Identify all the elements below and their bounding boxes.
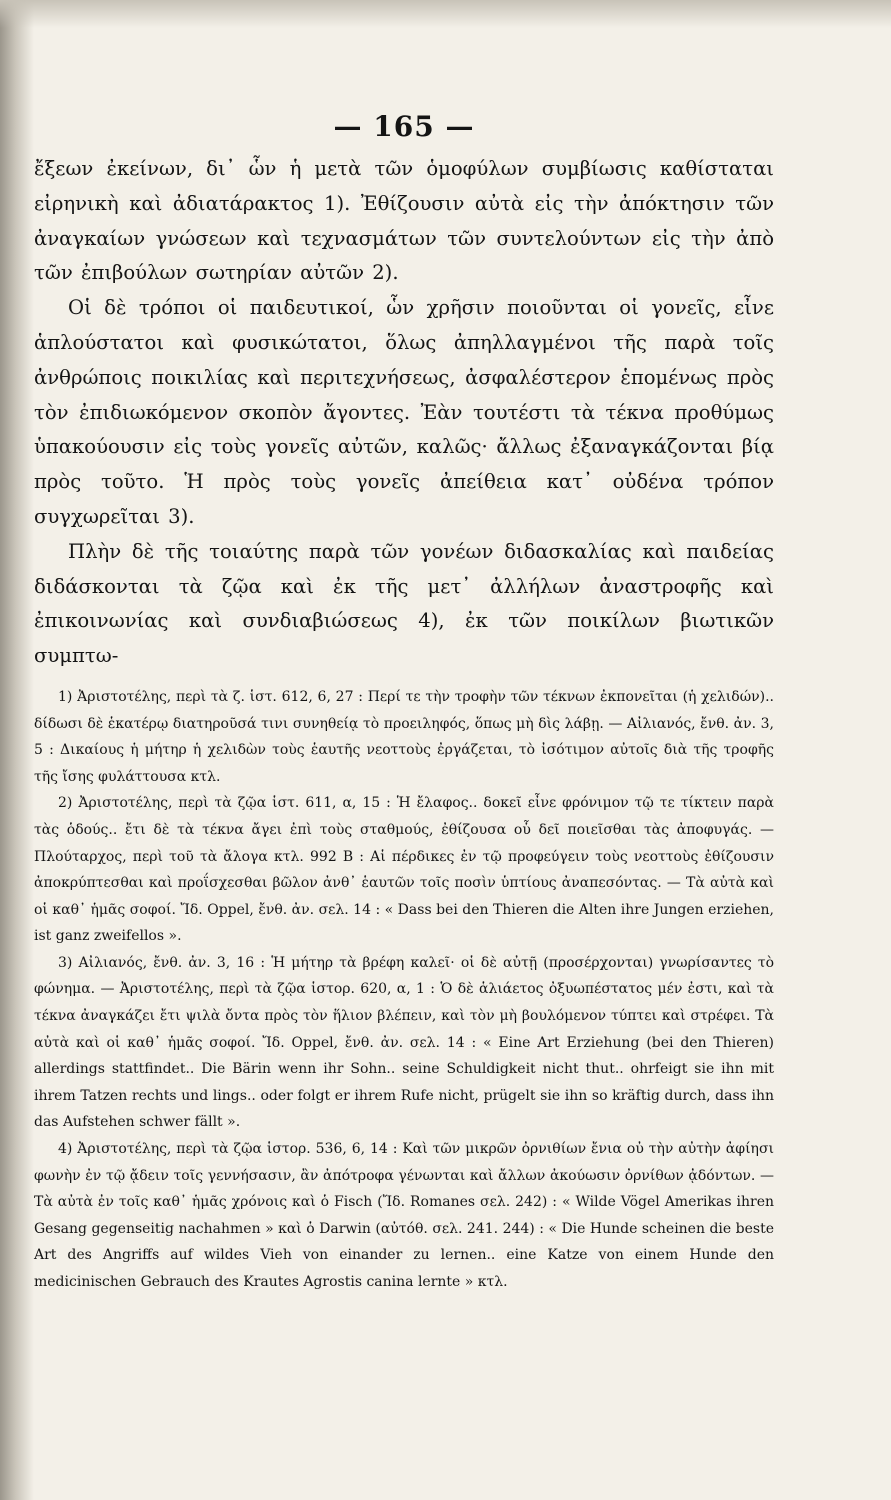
body-paragraph-2: Οἱ δὲ τρόποι οἱ παιδευτικοί, ὧν χρῆσιν ποιοῦνται οἱ γονεῖς, εἶνε ἁπλούστατοι καὶ φυσικώτατοι, ὅλως ἀπηλλαγμένοι τῆς παρὰ τοῖς ἀνθρώποις ποικιλίας καὶ περιτεχνήσεως, ἀσφαλέστερον ἑπομένως πρὸς τὸν ἐπιδιωκόμενον σκοπὸν ἄγοντες. Ἐὰν τουτέστι τὰ τέκνα προθύμως ὑπακούουσιν εἰς τοὺς γονεῖς αὐτῶν, καλῶς· ἄλλως ἐξαναγκάζονται βίᾳ πρὸς τοῦτο. Ἡ πρὸς τοὺς γονεῖς ἀπείθεια κατ᾽ οὐδένα τρόπον συγχωρεῖται 3). bbox=[34, 296, 774, 528]
footnote-3: 3) Αἰλιανός, ἔνθ. ἀν. 3, 16 : Ἡ μήτηρ τὰ βρέφη καλεῖ· οἱ δὲ αὐτῇ (προσέρχονται) γνωρίσαντες τὸ φώνημα. — Ἀριστοτέλης, περὶ τὰ ζῷα ἱστορ. 620, α, 1 : Ὁ δὲ ἁλιάετος ὀξυωπέστατος μέν ἐστι, καὶ τὰ τέκνα ἀναγκάζει ἔτι ψιλὰ ὄντα πρὸς τὸν ἥλιον βλέπειν, καὶ τὸν μὴ βουλόμενον τύπτει καὶ στρέφει. Τὰ αὐτὰ καὶ οἱ καθ᾽ ἡμᾶς σοφοί. Ἴδ. Oppel, ἔνθ. ἀν. σελ. 14 : « Eine Art Erziehung (bei den Thieren) allerdings stattfindet.. Die Bärin wenn ihr Sohn.. seine Schuldigkeit nicht thut.. ohrfeigt sie ihn mit ihrem Tatzen rechts und lings.. oder folgt er ihrem Rufe nicht, prügelt sie ihn so kräftig durch, dass ihn das Aufstehen schwer fällt ». bbox=[34, 954, 774, 1131]
footnote-1: 1) Ἀριστοτέλης, περὶ τὰ ζ. ἱστ. 612, 6, 27 : Περί τε τὴν τροφὴν τῶν τέκνων ἐκπονεῖται (ἡ χελιδών).. δίδωσι δὲ ἑκατέρῳ διατηροῦσά τινι συνηθείᾳ τὸ προειληφός, ὅπως μὴ δὶς λάβῃ. — Αἰλιανός, ἔνθ. ἀν. 3, 5 : Δικαίους ἡ μήτηρ ἡ χελιδὼν τοὺς ἑαυτῆς νεοττοὺς ἐργάζεται, τὸ ἰσότιμον αὐτοῖς διὰ τῆς τροφῆς τῆς ἴσης φυλάττουσα κτλ. bbox=[34, 688, 774, 785]
page-content bbox=[34, 110, 774, 1296]
page-number: — 165 — bbox=[333, 110, 475, 143]
footnote-2: 2) Ἀριστοτέλης, περὶ τὰ ζῷα ἱστ. 611, α, 15 : Ἡ ἔλαφος.. δοκεῖ εἶνε φρόνιμον τῷ τε τίκτειν παρὰ τὰς ὁδούς.. ἔτι δὲ τὰ τέκνα ἄγει ἐπὶ τοὺς σταθμούς, ἐθίζουσα οὗ δεῖ ποιεῖσθαι τὰς ἀποφυγάς. — Πλούταρχος, περὶ τοῦ τὰ ἄλογα κτλ. 992 Β : Αἱ πέρδικες ἐν τῷ προφεύγειν τοὺς νεοττοὺς ἐθίζουσιν ἀποκρύπτεσθαι καὶ προΐσχεσθαι βῶλον ἀνθ᾽ ἑαυτῶν τοῖς ποσὶν ὑπτίους ἀναπεσόντας. — Τὰ αὐτὰ καὶ οἱ καθ᾽ ἡμᾶς σοφοί. Ἴδ. Oppel, ἔνθ. ἀν. σελ. 14 : « Dass bei den Thieren die Alten ihre Jungen erziehen, ist ganz zweifellos ». bbox=[34, 795, 774, 945]
footnotes bbox=[34, 684, 774, 1296]
footnote-4: 4) Ἀριστοτέλης, περὶ τὰ ζῷα ἱστορ. 536, 6, 14 : Καὶ τῶν μικρῶν ὀρνιθίων ἔνια οὐ τὴν αὐτὴν ἀφίησι φωνὴν ἐν τῷ ᾄδειν τοῖς γεννήσασιν, ἂν ἀπότροφα γένωνται καὶ ἄλλων ἀκούωσιν ὀρνίθων ᾀδόντων. — Τὰ αὐτὰ ἐν τοῖς καθ᾽ ἡμᾶς χρόνοις καὶ ὁ Fisch (Ἴδ. Romanes σελ. 242) : « Wilde Vögel Amerikas ihren Gesang gegenseitig nachahmen » καὶ ὁ Darwin (αὐτόθ. σελ. 241. 244) : « Die Hunde scheinen die beste Art des Angriffs auf wildes Vieh von einander zu lernen.. eine Katze von einem Hunde den medicinischen Gebrauch des Krautes Agrostis canina lernte » κτλ. bbox=[34, 1141, 774, 1291]
page-shadow-edge bbox=[0, 0, 34, 1500]
page-top-shadow bbox=[0, 0, 891, 28]
body-paragraph-3: Πλὴν δὲ τῆς τοιαύτης παρὰ τῶν γονέων διδασκαλίας καὶ παιδείας διδάσκονται τὰ ζῷα καὶ ἐκ τῆς μετ᾽ ἀλλήλων ἀναστροφῆς καὶ ἐπικοινωνίας καὶ συνδιαβιώσεως 4), ἐκ τῶν ποικίλων βιωτικῶν συμπτω- bbox=[34, 539, 774, 668]
main-text bbox=[34, 152, 774, 674]
body-paragraph-1: ἔξεων ἐκείνων, δι᾽ ὧν ἡ μετὰ τῶν ὁμοφύλων συμβίωσις καθίσταται εἰρηνικὴ καὶ ἀδιατάρακτος 1). Ἐθίζουσιν αὐτὰ εἰς τὴν ἀπόκτησιν τῶν ἀναγκαίων γνώσεων καὶ τεχνασμάτων τῶν συντελούντων εἰς τὴν ἀπὸ τῶν ἐπιβούλων σωτηρίαν αὐτῶν 2). bbox=[34, 157, 774, 285]
